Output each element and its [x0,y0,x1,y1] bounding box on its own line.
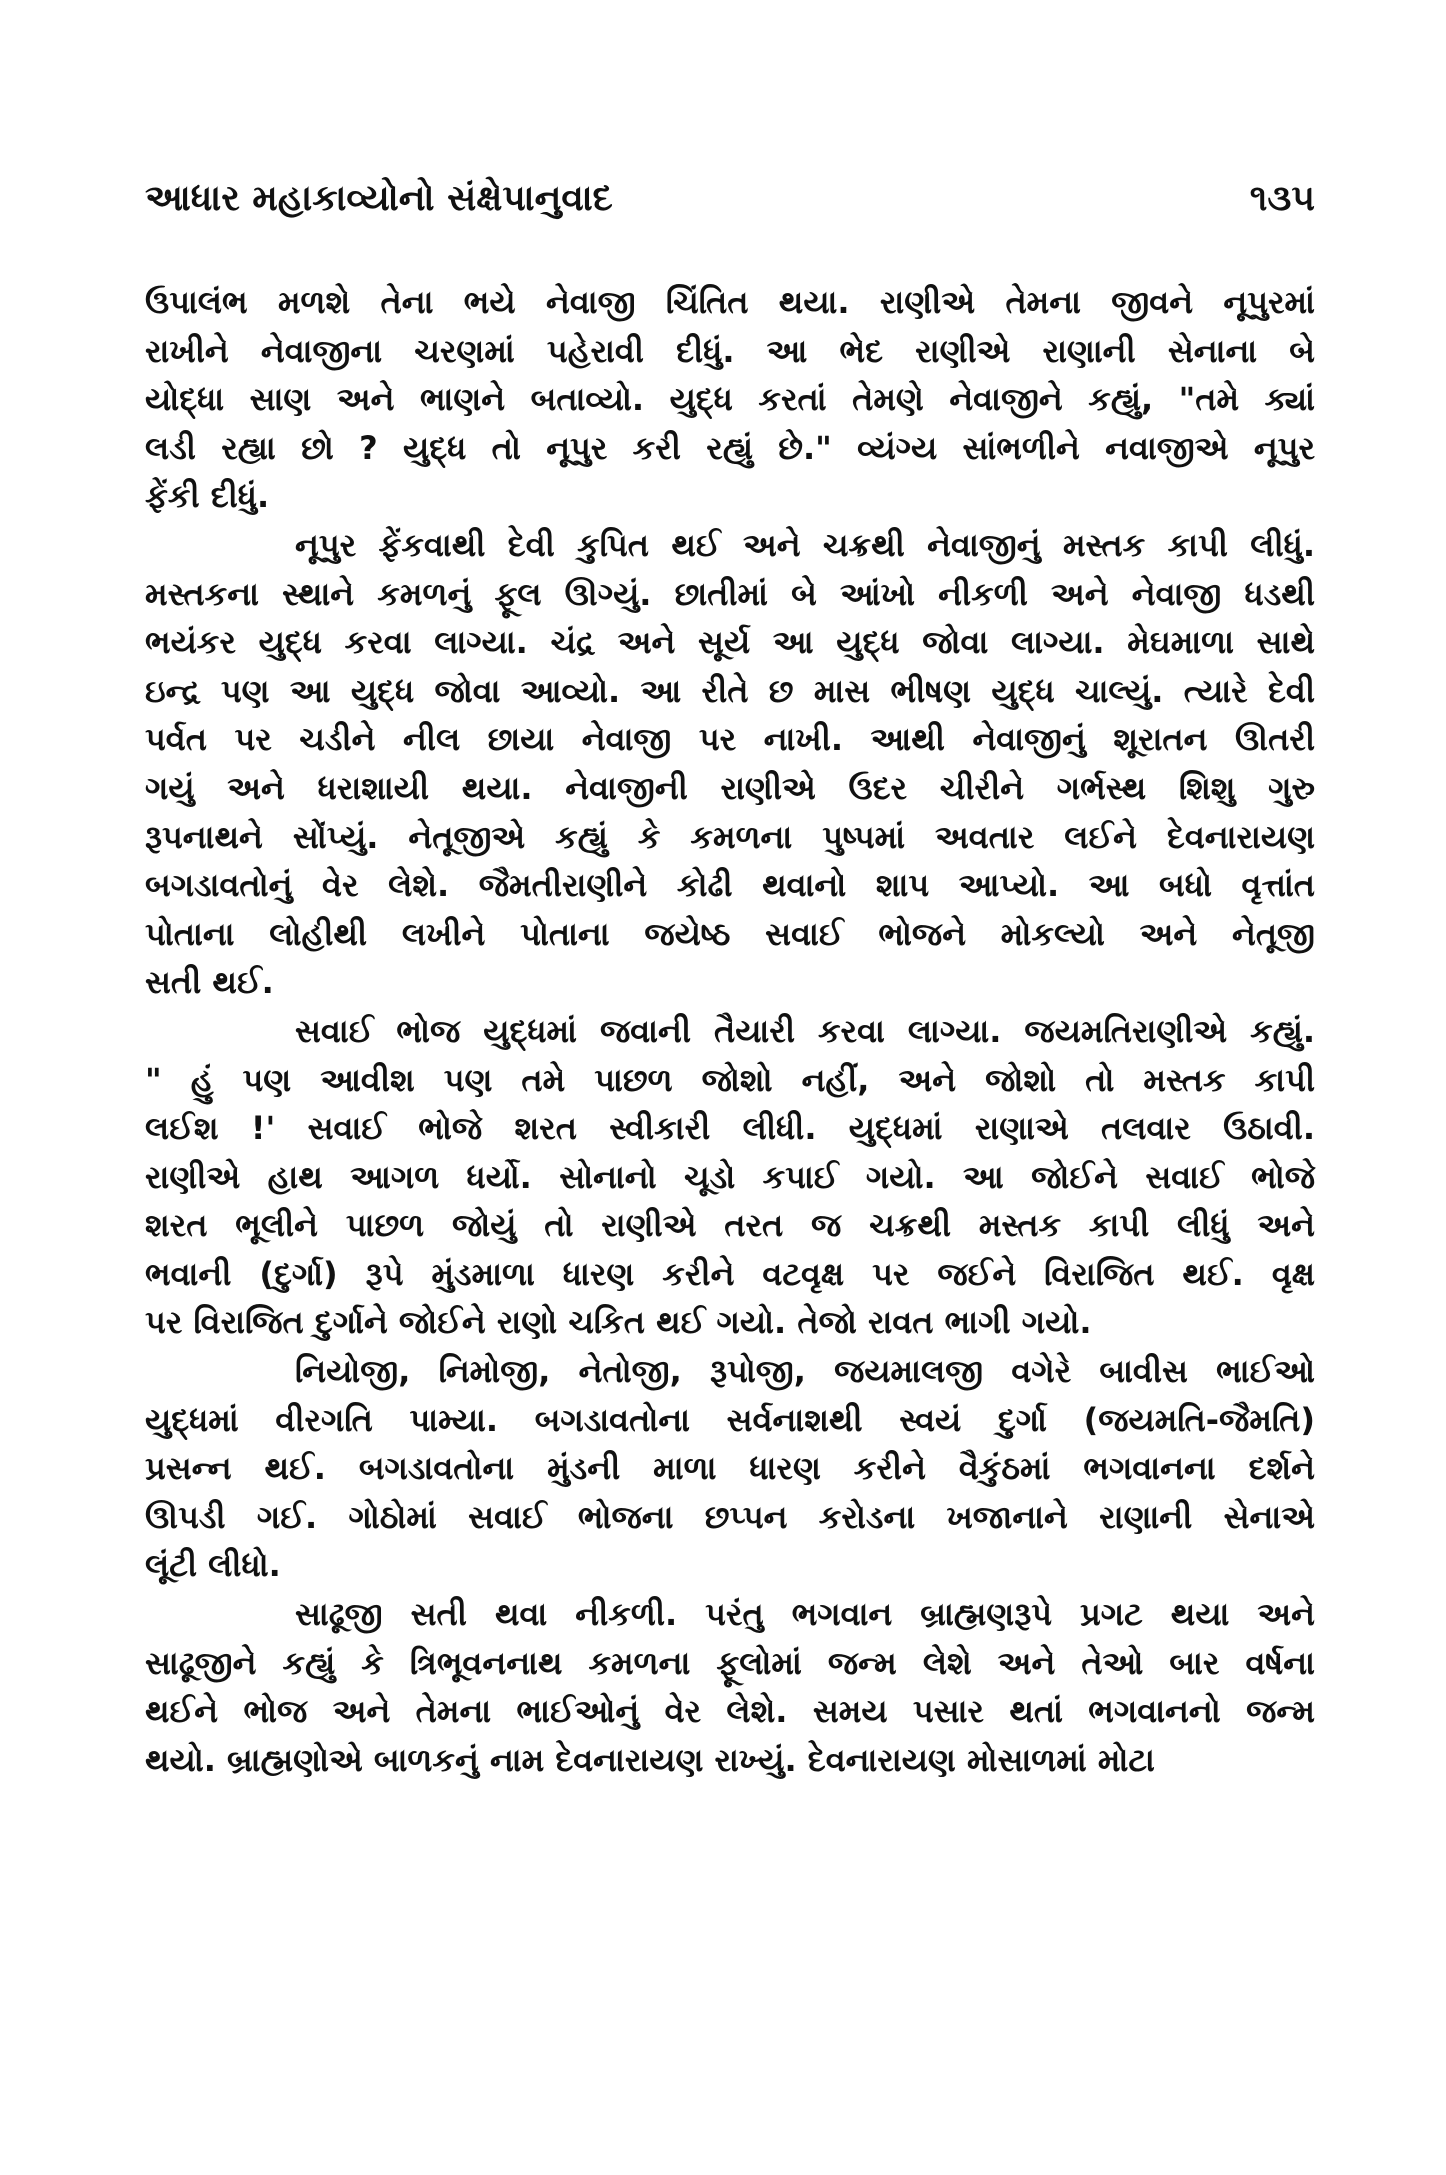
paragraph [145,278,1315,521]
text-line: થયો. બ્રાહ્મણોએ બાળકનું નામ દેવનારાયણ રાખ્યું. દેવનારાયણ મોસાળમાં મોટા [145,1740,1155,1779]
text-line: થઈને ભોજ અને તેમના ભાઈઓનું વેર લેશે. સમય પસાર થતાં ભગવાનનો જન્મ [145,1692,1315,1731]
text-line: શરત ભૂલીને પાછળ જોયું તો રાણીએ તરત જ ચક્રથી મસ્તક કાપી લીધું અને [145,1206,1315,1245]
text-line: પ્રસન્ન થઈ. બગડાવતોના મુંડની માળા ધારણ કરીને વૈકુંઠમાં ભગવાનના દર્શને [145,1449,1315,1488]
text-line: રાણીએ હાથ આગળ ધર્યો. સોનાનો ચૂડો કપાઈ ગયો. આ જોઈને સવાઈ ભોજે [145,1157,1315,1196]
text-line: ગયું અને ધરાશાયી થયા. નેવાજીની રાણીએ ઉદર ચીરીને ગર્ભસ્થ શિશુ ગુરુ [145,768,1315,807]
text-line: ભયંકર યુદ્ધ કરવા લાગ્યા. ચંદ્ર અને સૂર્ય આ યુદ્ધ જોવા લાગ્યા. મેઘમાળા સાથે [145,623,1315,662]
text-line: મસ્તકના સ્થાને કમળનું ફૂલ ઊગ્યું. છાતીમાં બે આંખો નીકળી અને નેવાજી ધડથી [145,574,1315,613]
text-line: નિયોજી, નિમોજી, નેતોજી, રૂપોજી, જયમાલજી વગેરે બાવીસ ભાઈઓ [295,1352,1315,1391]
paragraph [145,521,1315,1007]
text-line: બગડાવતોનું વેર લેશે. જૈમતીરાણીને કોઢી થવાનો શાપ આપ્યો. આ બધો વૃત્તાંત [145,866,1315,905]
text-line: પર વિરાજિત દુર્ગાને જોઈને રાણો ચકિત થઈ ગયો. તેજો રાવત ભાગી ગયો. [145,1303,1092,1342]
text-line: પોતાના લોહીથી લખીને પોતાના જયેષ્ઠ સવાઈ ભોજને મોકલ્યો અને નેતૂજી [145,914,1315,953]
paragraph [145,1590,1315,1784]
text-line: પર્વત પર ચડીને નીલ છાયા નેવાજી પર નાખી. આથી નેવાજીનું શૂરાતન ઊતરી [145,720,1315,759]
running-title: આધાર મહાકાવ્યોનો સંક્ષેપાનુવાદ [145,178,613,219]
page-header [145,178,1315,238]
text-line: લઈશ !' સવાઈ ભોજે શરત સ્વીકારી લીધી. યુદ્ધમાં રાણાએ તલવાર ઉઠાવી. [145,1109,1315,1148]
text-line: લૂંટી લીધો. [145,1546,281,1585]
text-line: યોદ્ધા સાણ અને ભાણને બતાવ્યો. યુદ્ધ કરતાં તેમણે નેવાજીને કહ્યું, "તમે ક્યાં [145,380,1315,419]
text-line: નૂપુર ફેંકવાથી દેવી કુપિત થઈ અને ચક્રથી નેવાજીનું મસ્તક કાપી લીધું. [295,525,1315,564]
text-line: લડી રહ્યા છો ? યુદ્ધ તો નૂપુર કરી રહ્યું છે." વ્યંગ્ય સાંભળીને નવાજીએ નૂપુર [145,428,1315,467]
body-text [145,278,1315,1784]
text-line: ફેંકી દીધું. [145,477,270,516]
page-number: ૧૩૫ [1249,178,1315,219]
text-line: ઉપાલંભ મળશે તેના ભયે નેવાજી ચિંતિત થયા. રાણીએ તેમના જીવને નૂપુરમાં [145,283,1315,321]
text-line: સવાઈ ભોજ યુદ્ધમાં જવાની તૈયારી કરવા લાગ્યા. જયમતિરાણીએ કહ્યું. [295,1011,1315,1050]
text-line: રૂપનાથને સોંપ્યું. નેતૂજીએ કહ્યું કે કમળના પુષ્પમાં અવતાર લઈને દેવનારાયણ [145,817,1315,856]
paragraph [145,1007,1315,1347]
text-line: " હું પણ આવીશ પણ તમે પાછળ જોશો નહીં, અને જોશો તો મસ્તક કાપી [145,1060,1315,1099]
text-line: સાઢૂજી સતી થવા નીકળી. પરંતુ ભગવાન બ્રાહ્મણરૂપે પ્રગટ થયા અને [295,1595,1315,1634]
text-line: સતી થઈ. [145,963,274,1002]
text-line: ઇન્દ્ર પણ આ યુદ્ધ જોવા આવ્યો. આ રીતે છ માસ ભીષણ યુદ્ધ ચાલ્યું. ત્યારે દેવી [145,671,1315,710]
text-line: ઊપડી ગઈ. ગોઠોમાં સવાઈ ભોજના છપ્પન કરોડના ખજાનાને રાણાની સેનાએ [145,1497,1315,1536]
text-line: યુદ્ધમાં વીરગતિ પામ્યા. બગડાવતોના સર્વનાશથી સ્વયં દુર્ગા (જયમતિ-જૈમતિ) [145,1400,1315,1439]
text-line: રાખીને નેવાજીના ચરણમાં પહેરાવી દીધું. આ ભેદ રાણીએ રાણાની સેનાના બે [145,331,1315,370]
text-line: ભવાની (દુર્ગા) રૂપે મુંડમાળા ધારણ કરીને વટવૃક્ષ પર જઈને વિરાજિત થઈ. વૃક્ષ [145,1254,1315,1293]
paragraph [145,1347,1315,1590]
text-line: સાઢૂજીને કહ્યું કે ત્રિભૂવનનાથ કમળના ફૂલોમાં જન્મ લેશે અને તેઓ બાર વર્ષના [145,1643,1315,1682]
